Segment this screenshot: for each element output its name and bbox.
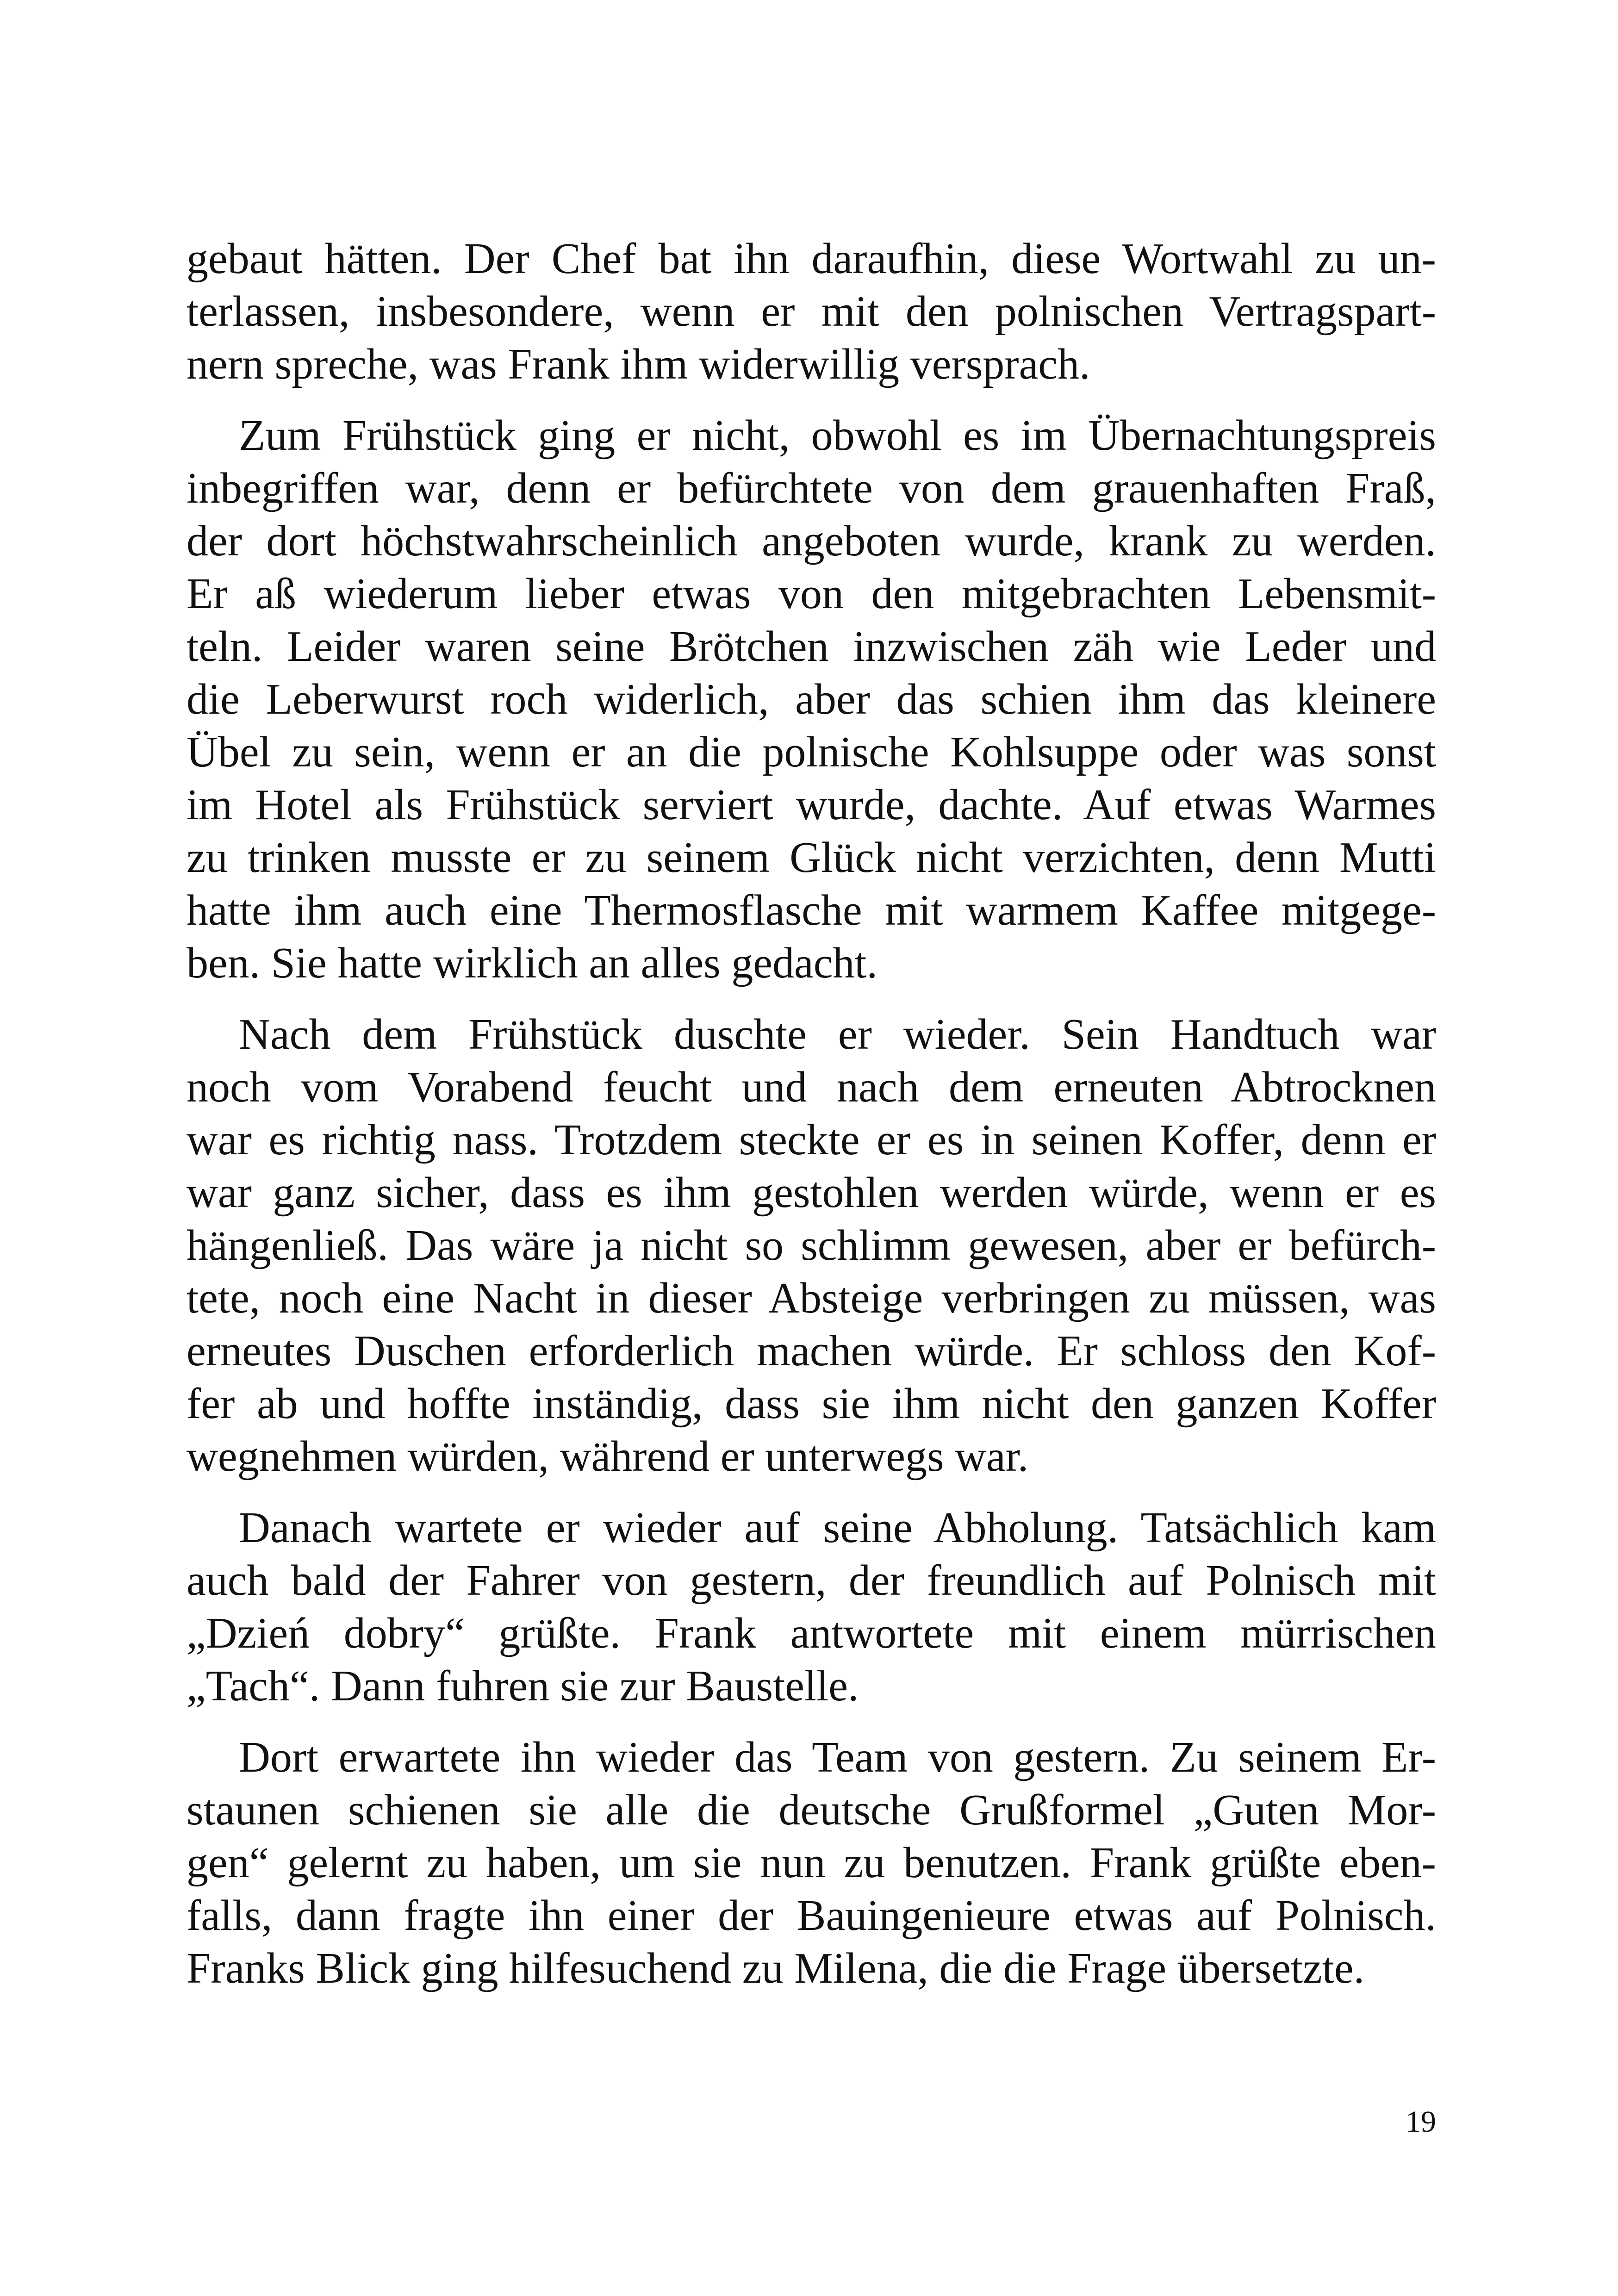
text-line: die Leberwurst roch widerlich, aber das schien ihm das kleinere bbox=[187, 675, 1436, 723]
text-line: Dort erwartete ihn wieder das Team von gestern. Zu seinem Er- bbox=[239, 1733, 1436, 1781]
text-line: Zum Frühstück ging er nicht, obwohl es im Übernachtungspreis bbox=[239, 411, 1436, 460]
paragraph bbox=[187, 1731, 1436, 1995]
text-line: erneutes Duschen erforderlich machen würde. Er schloss den Kof- bbox=[187, 1327, 1436, 1375]
text-line: im Hotel als Frühstück serviert wurde, dachte. Auf etwas Warmes bbox=[187, 781, 1436, 829]
text-line: Übel zu sein, wenn er an die polnische Kohlsuppe oder was sonst bbox=[187, 728, 1436, 776]
text-line: fer ab und hoffte inständig, dass sie ihm nicht den ganzen Koffer bbox=[187, 1380, 1436, 1428]
text-line: ben. Sie hatte wirklich an alles gedacht. bbox=[187, 939, 878, 987]
text-line: teln. Leider waren seine Brötchen inzwischen zäh wie Leder und bbox=[187, 622, 1436, 671]
text-line: Franks Blick ging hilfesuchend zu Milena, die die Frage übersetzte. bbox=[187, 1944, 1365, 1992]
text-line: Er aß wiederum lieber etwas von den mitgebrachten Lebensmit- bbox=[187, 570, 1436, 618]
text-line: gen“ gelernt zu haben, um sie nun zu benutzen. Frank grüßte eben- bbox=[187, 1839, 1436, 1887]
text-line: „Dzień dobry“ grüßte. Frank antwortete mit einem mürrischen bbox=[187, 1609, 1436, 1657]
paragraph bbox=[187, 1501, 1436, 1712]
text-line: wegnehmen würden, während er unterwegs war. bbox=[187, 1432, 1029, 1481]
paragraph bbox=[187, 232, 1436, 391]
text-line: nern spreche, was Frank ihm widerwillig versprach. bbox=[187, 340, 1090, 388]
text-line: noch vom Vorabend feucht und nach dem erneuten Abtrocknen bbox=[187, 1063, 1436, 1111]
text-line: war es richtig nass. Trotzdem steckte er es in seinen Koffer, denn er bbox=[187, 1116, 1436, 1164]
paragraph bbox=[187, 409, 1436, 989]
text-line: tete, noch eine Nacht in dieser Absteige verbringen zu müssen, was bbox=[187, 1274, 1436, 1322]
text-line: gebaut hätten. Der Chef bat ihn daraufhin, diese Wortwahl zu un- bbox=[187, 235, 1436, 283]
text-line: Danach wartete er wieder auf seine Abholung. Tatsächlich kam bbox=[239, 1504, 1436, 1552]
text-line: hängenließ. Das wäre ja nicht so schlimm gewesen, aber er befürch- bbox=[187, 1221, 1436, 1269]
text-line: hatte ihm auch eine Thermosflasche mit warmem Kaffee mitgege- bbox=[187, 886, 1436, 934]
text-line: war ganz sicher, dass es ihm gestohlen werden würde, wenn er es bbox=[187, 1169, 1436, 1217]
text-line: inbegriffen war, denn er befürchtete von dem grauenhaften Fraß, bbox=[187, 464, 1436, 512]
text-line: staunen schienen sie alle die deutsche Grußformel „Guten Mor- bbox=[187, 1786, 1436, 1834]
paragraph bbox=[187, 1008, 1436, 1483]
text-line: auch bald der Fahrer von gestern, der freundlich auf Polnisch mit bbox=[187, 1556, 1436, 1605]
text-line: „Tach“. Dann fuhren sie zur Baustelle. bbox=[187, 1662, 859, 1710]
page-number: 19 bbox=[1406, 2105, 1436, 2139]
body-text bbox=[187, 232, 1436, 2013]
text-line: zu trinken musste er zu seinem Glück nicht verzichten, denn Mutti bbox=[187, 834, 1436, 882]
text-line: der dort höchstwahrscheinlich angeboten wurde, krank zu werden. bbox=[187, 517, 1436, 565]
text-line: falls, dann fragte ihn einer der Bauingenieure etwas auf Polnisch. bbox=[187, 1892, 1436, 1940]
text-line: terlassen, insbesondere, wenn er mit den polnischen Vertragspart- bbox=[187, 287, 1436, 336]
text-line: Nach dem Frühstück duschte er wieder. Sein Handtuch war bbox=[239, 1010, 1436, 1058]
